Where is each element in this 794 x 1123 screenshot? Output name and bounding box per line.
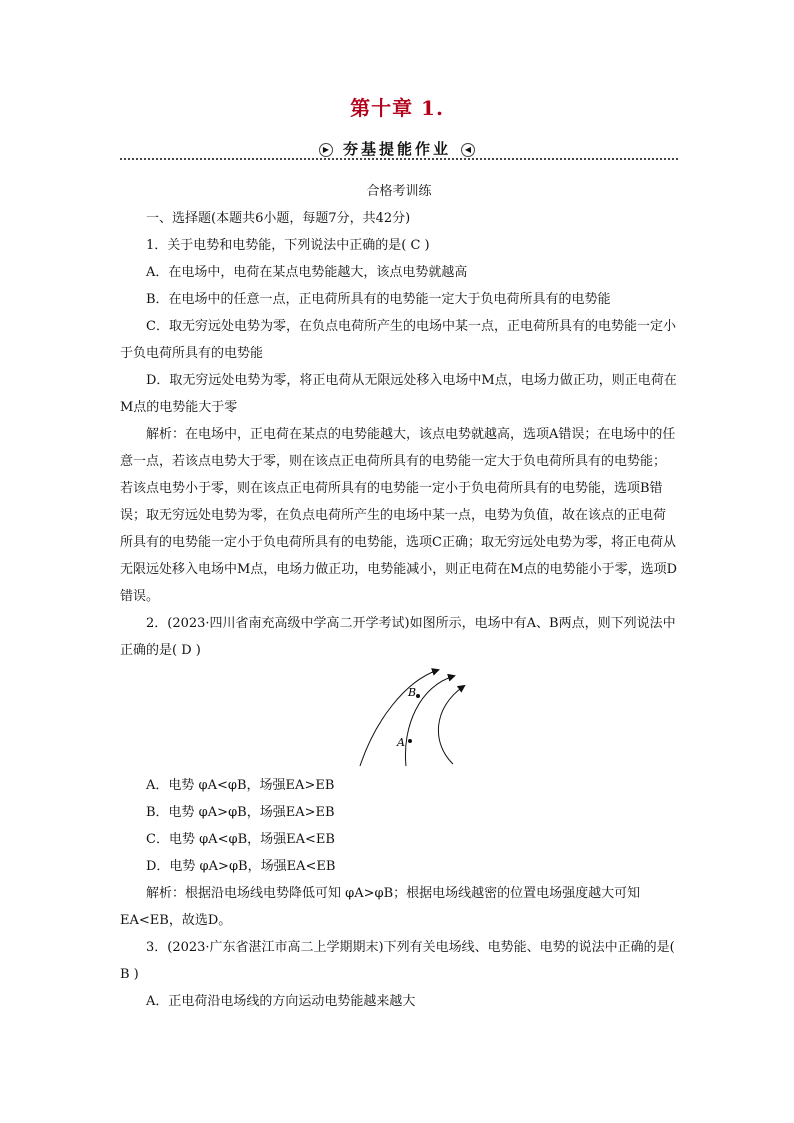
q1-option-c: C．取无穷远处电势为零，在负点电荷所产生的电场中某一点，正电荷所具有的电势能一定小于负电荷所具有的电势能 (120, 319, 676, 361)
q2-option-c: C．电势 φA<φB，场强EA<EB (146, 832, 335, 847)
q1-stem: 1．关于电势和电势能，下列说法中正确的是( C ) (146, 238, 430, 253)
q1-option-b: B．在电场中的任意一点，正电荷所具有的电势能一定大于负电荷所具有的电势能 (146, 292, 611, 307)
point-a (408, 739, 412, 743)
q2-option-a: A．电势 φA<φB，场强EA>EB (146, 778, 335, 793)
label-a: A (397, 736, 405, 749)
q2-stem: 2．(2023·四川省南充高级中学高二开学考试)如图所示，电场中有A、B两点，则下列说法中正确的是( D ) (120, 616, 676, 658)
chapter-title: 第十章 1. (350, 96, 444, 120)
field-line-figure (120, 666, 678, 772)
q1-option-a: A．在电场中，电荷在某点电势能越大，该点电势就越高 (146, 265, 468, 280)
banner-text: 夯基提能作业 (342, 140, 451, 158)
banner (0, 138, 794, 160)
content (120, 178, 678, 1015)
field-line-left (360, 670, 438, 766)
q1-analysis: 解析：在电场中，正电荷在某点的电势能越大，该点电势就越高，选项A错误；在电场中的任意一点，若该点电势大于零，则在该点正电荷所具有的电势能一定大于负电荷所具有的电势能；若该点电势小于零，则在该点正电荷所具有的电势能一定小于负电荷所具有的电势能，选项B错误；取无穷远处电势为零，在负点电荷所产生的电场中某一点，电势为负值，故在该点的正电荷所具有的电势能一定小于负电荷所具有的电势能，选项C正确；取无穷远处电势为零，将正电荷从无限远处移入电场中M点，电场力做正功，电势能减小，则正电荷在M点的电势能小于零，选项D错误。 (120, 427, 678, 604)
section-heading: 合格考训练 (366, 184, 432, 199)
play-left-icon: ◀ (461, 143, 475, 157)
play-right-icon: ▶ (319, 143, 333, 157)
q2-option-b: B．电势 φA>φB，场强EA>EB (146, 805, 335, 820)
q2-option-d: D．电势 φA>φB，场强EA<EB (146, 859, 336, 874)
part-title: 一、选择题(本题共6小题，每题7分，共42分) (146, 211, 411, 226)
q3-option-a: A．正电荷沿电场线的方向运动电势能越来越大 (146, 994, 416, 1009)
q2-analysis: 解析：根据沿电场线电势降低可知 φA>φB；根据电场线越密的位置电场强度越大可知EA<EB，故选D。 (120, 886, 641, 928)
label-b: B (408, 686, 417, 699)
point-b (416, 694, 420, 698)
q3-stem: 3．(2023·广东省湛江市高二上学期期末)下列有关电场线、电势能、电势的说法中正确的是( B ) (120, 940, 675, 982)
q1-option-d: D．取无穷远处电势为零，将正电荷从无限远处移入电场中M点，电场力做正功，则正电荷在M点的电势能大于零 (120, 373, 677, 415)
field-line-right (438, 686, 464, 764)
